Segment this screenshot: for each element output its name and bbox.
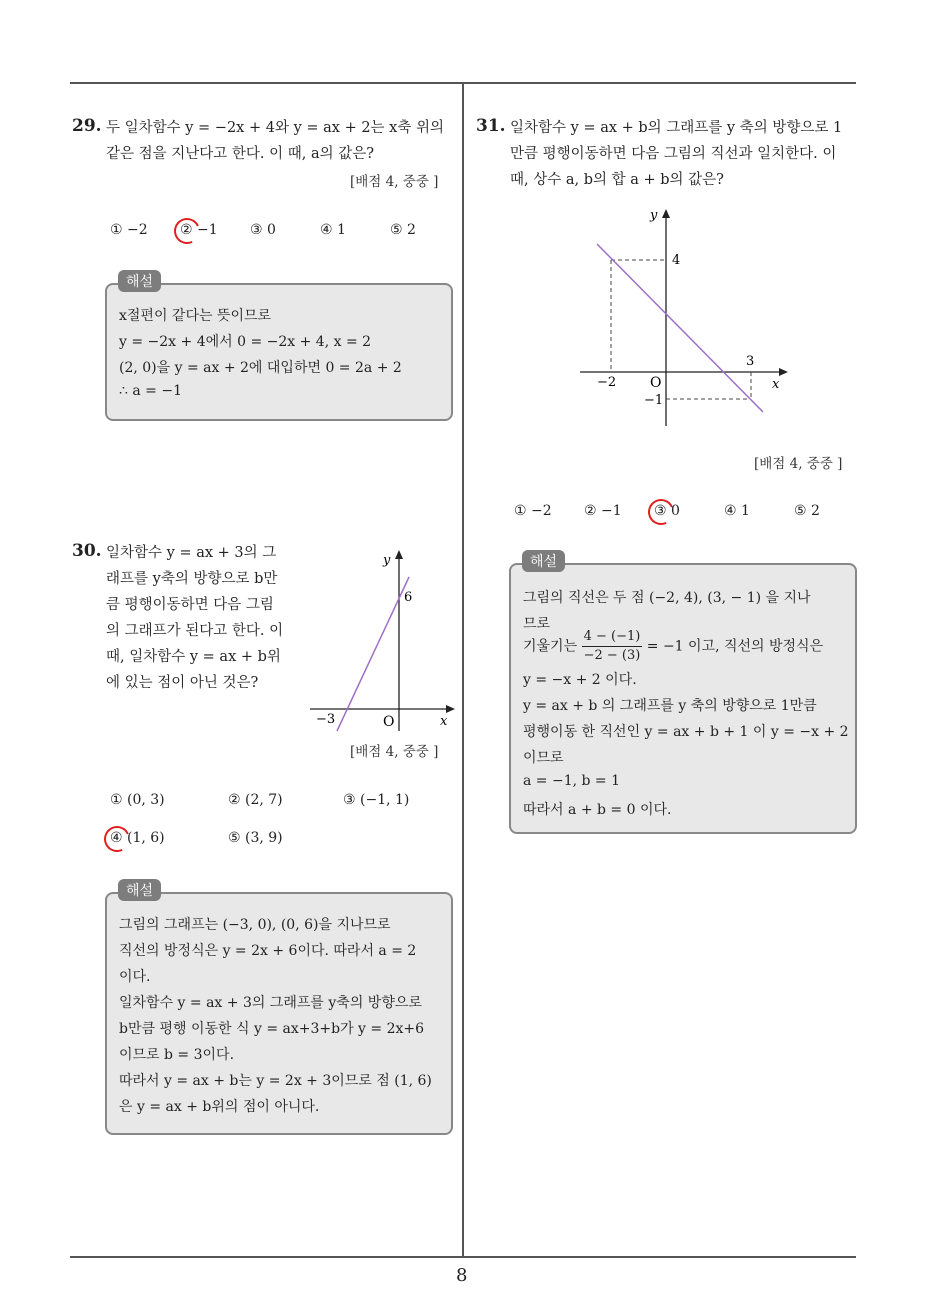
solution-line: 그림의 그래프는 (−3, 0), (0, 6)을 지나므로 [119, 917, 391, 933]
choice-3[interactable]: ③ 0 [250, 222, 276, 238]
choice-5[interactable]: ⑤ 2 [794, 503, 820, 519]
choice-4[interactable]: ④ (1, 6) [110, 830, 165, 846]
solution-line: x절편이 같다는 뜻이므로 [119, 308, 272, 324]
tick-y-bottom: −1 [644, 393, 664, 408]
solution-line: y = −x + 2 이다. [523, 672, 637, 688]
x-axis-label: x [772, 377, 780, 392]
x-axis-arrow [446, 705, 455, 713]
solution-line: 따라서 a + b = 0 이다. [523, 802, 672, 818]
solution-line: 직선의 방정식은 y = 2x + 6이다. 따라서 a = 2 [119, 943, 417, 959]
choice-5[interactable]: ⑤ 2 [390, 222, 416, 238]
solution-line: 므로 [523, 616, 551, 632]
question-number: 31. [476, 116, 506, 136]
solution-line: (2, 0)을 y = ax + 2에 대입하면 0 = 2a + 2 [119, 360, 402, 376]
tick-x-left: −2 [597, 375, 617, 390]
solution-box [509, 563, 857, 834]
tick-y-top: 4 [672, 253, 681, 268]
choice-2[interactable]: ② (2, 7) [228, 792, 283, 808]
choice-3[interactable]: ③ (−1, 1) [343, 792, 410, 808]
score-label: [배점 4, 중중 ] [754, 456, 843, 472]
y-intercept-label: 6 [404, 590, 413, 605]
solution-line: 기울기는 $\frac{4 - (-1)}{-2 - (3)}$ = −1 이고, 직선의 방정식은 [523, 629, 824, 663]
choice-4[interactable]: ④ 1 [320, 222, 346, 238]
solution-tag: 해설 [118, 270, 161, 292]
solution-line: a = −1, b = 1 [523, 773, 621, 789]
choice-1[interactable]: ① −2 [110, 222, 148, 238]
question-text: 두 일차함수 y = −2x + 4와 y = ax + 2는 x축 위의 같은 점을 지난다고 한다. 이 때, a의 값은? [106, 120, 444, 162]
solution-line: 평행이동 한 직선인 y = ax + b + 1 이 y = −x + 2 [523, 724, 849, 740]
solution-line: 일차함수 y = ax + 3의 그래프를 y축의 방향으로 [119, 995, 422, 1011]
x-intercept-label: −3 [316, 712, 336, 727]
question-text: 일차함수 y = ax + 3의 그 래프를 y축의 방향으로 b만 큼 평행이동하면 다음 그림 의 그래프가 된다고 한다. 이 때, 일차함수 y = ax + b위 에 있는 점이 아닌 것은? [106, 545, 284, 691]
y-axis-label: y [650, 208, 658, 223]
answer-mark [170, 214, 203, 247]
solution-box [105, 283, 453, 421]
slope-fraction: $\frac{4 - (-1)}{-2 - (3)}$ [583, 629, 641, 663]
column-divider [462, 82, 464, 1257]
q30-graph [305, 545, 460, 735]
solution-line: 은 y = ax + b위의 점이 아니다. [119, 1099, 320, 1115]
solution-line: y = ax + b 의 그래프를 y 축의 방향으로 1만큼 [523, 698, 817, 714]
solution-line: b만큼 평행 이동한 식 y = ax+3+b가 y = 2x+6 [119, 1021, 425, 1037]
answer-mark [644, 495, 677, 528]
solution-tag: 해설 [522, 550, 565, 572]
solution-line: ∴ a = −1 [119, 383, 182, 399]
choice-3[interactable]: ③ 0 [654, 503, 680, 519]
tick-x-right: 3 [746, 354, 755, 369]
solution-line: y = −2x + 4에서 0 = −2x + 4, x = 2 [119, 334, 372, 350]
origin-label: O [383, 714, 395, 730]
origin-label: O [650, 375, 662, 391]
x-axis-label: x [440, 714, 448, 729]
question-number: 30. [72, 541, 102, 561]
x-axis-arrow [779, 368, 788, 376]
graph-line [597, 244, 763, 412]
choice-5[interactable]: ⑤ (3, 9) [228, 830, 283, 846]
answer-mark [100, 822, 133, 855]
solution-line: 이므로 b = 3이다. [119, 1047, 235, 1063]
q31-graph [570, 200, 800, 430]
y-axis-arrow [395, 550, 403, 559]
solution-line: 그림의 직선은 두 점 (−2, 4), (3, − 1) 을 지나 [523, 590, 811, 606]
bottom-rule [70, 1256, 856, 1258]
graph-line [337, 577, 409, 731]
score-label: [배점 4, 중중 ] [350, 744, 439, 760]
y-axis-arrow [662, 209, 670, 218]
choice-2[interactable]: ② −1 [180, 222, 218, 238]
choice-1[interactable]: ① −2 [514, 503, 552, 519]
solution-line: 이므로 [523, 750, 564, 766]
question-number: 29. [72, 116, 102, 136]
solution-line: 이다. [119, 969, 151, 985]
solution-box [105, 892, 453, 1135]
solution-line: 따라서 y = ax + b는 y = 2x + 3이므로 점 (1, 6) [119, 1073, 432, 1089]
score-label: [배점 4, 중중 ] [350, 174, 439, 190]
y-axis-label: y [383, 553, 391, 568]
choice-2[interactable]: ② −1 [584, 503, 622, 519]
solution-tag: 해설 [118, 879, 161, 901]
choice-4[interactable]: ④ 1 [724, 503, 750, 519]
question-text: 일차함수 y = ax + b의 그래프를 y 축의 방향으로 1 만큼 평행이동하면 다음 그림의 직선과 일치한다. 이 때, 상수 a, b의 합 a + b의 값은? [510, 120, 843, 188]
choice-1[interactable]: ① (0, 3) [110, 792, 165, 808]
page-number: 8 [456, 1265, 468, 1286]
